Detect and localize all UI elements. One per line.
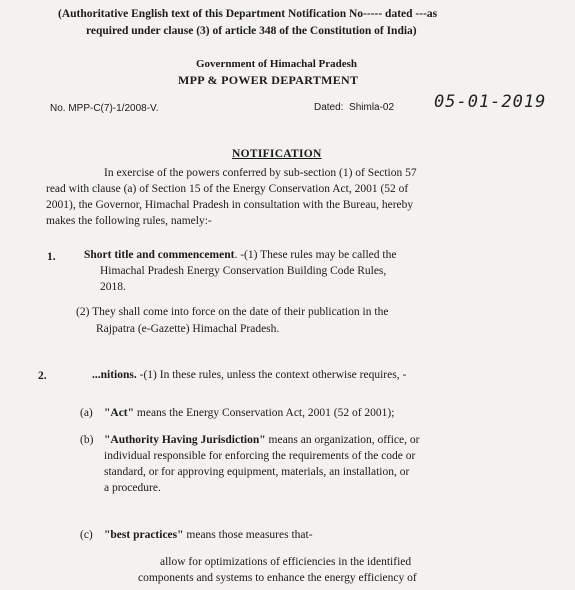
section-1-sub-2-line-1: (2) They shall come into force on the date of their publication in the [76, 306, 389, 318]
clause-c-label: (c) [80, 529, 93, 541]
clause-a-text [104, 406, 394, 422]
clause-b-line-3: standard, or for approving equipment, materials, an installation, or [104, 466, 410, 478]
section-2-number: 2. [38, 370, 47, 382]
reference-number: No. MPP-C(7)-1/2008-V. [50, 103, 159, 114]
clause-c-continuation-2: components and systems to enhance the energy efficiency of [138, 572, 417, 584]
header-authoritative-line2: required under clause (3) of article 348 of the Constitution of India) [86, 25, 417, 37]
clause-b-line-1-rest: means an organization, office, or [265, 434, 420, 446]
section-1-number: 1. [47, 251, 56, 263]
clause-b-line-2: individual responsible for enforcing the requirements of the code or [104, 450, 416, 462]
section-1-line-1-rest: . -(1) These rules may be called the [234, 249, 397, 261]
clause-c-term: "best practices" [104, 529, 184, 541]
section-2-line-1-rest: -(1) In these rules, unless the context otherwise requires, - [136, 369, 407, 381]
clause-c-continuation-1: allow for optimizations of efficiencies in the identified [160, 556, 412, 568]
clause-b-label: (b) [80, 434, 94, 446]
intro-line-2: read with clause (a) of Section 15 of the Energy Conservation Act, 2001 (52 of [46, 183, 409, 195]
section-1-line-3: 2018. [100, 281, 126, 293]
intro-line-1: In exercise of the powers conferred by sub-section (1) of Section 57 [104, 167, 417, 179]
section-2-title: ...nitions. [92, 369, 137, 381]
clause-b-term: "Authority Having Jurisdiction" [104, 434, 266, 446]
clause-b-line-1 [104, 433, 419, 449]
government-name: Government of Himachal Pradesh [196, 58, 358, 70]
header-authoritative-line1: (Authoritative English text of this Department Notification No----- dated ---as [58, 8, 438, 20]
dated-place: Shimla-02 [349, 102, 395, 113]
section-1-sub-2-line-2: Rajpatra (e-Gazette) Himachal Pradesh. [96, 323, 280, 335]
clause-a-label: (a) [80, 407, 93, 419]
clause-a-term: "Act" [104, 407, 135, 419]
clause-c-text [104, 528, 313, 544]
clause-b-line-4: a procedure. [104, 482, 161, 494]
handwritten-date: 05-01-2019 [434, 92, 547, 112]
dated-label: Dated: [314, 102, 344, 113]
dated-line [314, 102, 394, 113]
notification-heading: NOTIFICATION [232, 148, 322, 160]
section-1-title: Short title and commencement [84, 249, 235, 261]
section-1-line-2: Himachal Pradesh Energy Conservation Building Code Rules, [100, 265, 387, 277]
intro-line-3: 2001), the Governor, Himachal Pradesh in consultation with the Bureau, hereby [46, 199, 414, 211]
clause-c-definition: means those measures that- [183, 529, 313, 541]
section-2-line-1 [92, 368, 406, 384]
department-name: MPP & POWER DEPARTMENT [178, 73, 359, 87]
clause-a-definition: means the Energy Conservation Act, 2001 (52 of 2001); [134, 407, 395, 419]
section-1-line-1 [84, 248, 396, 264]
intro-line-4: makes the following rules, namely:- [46, 215, 212, 227]
